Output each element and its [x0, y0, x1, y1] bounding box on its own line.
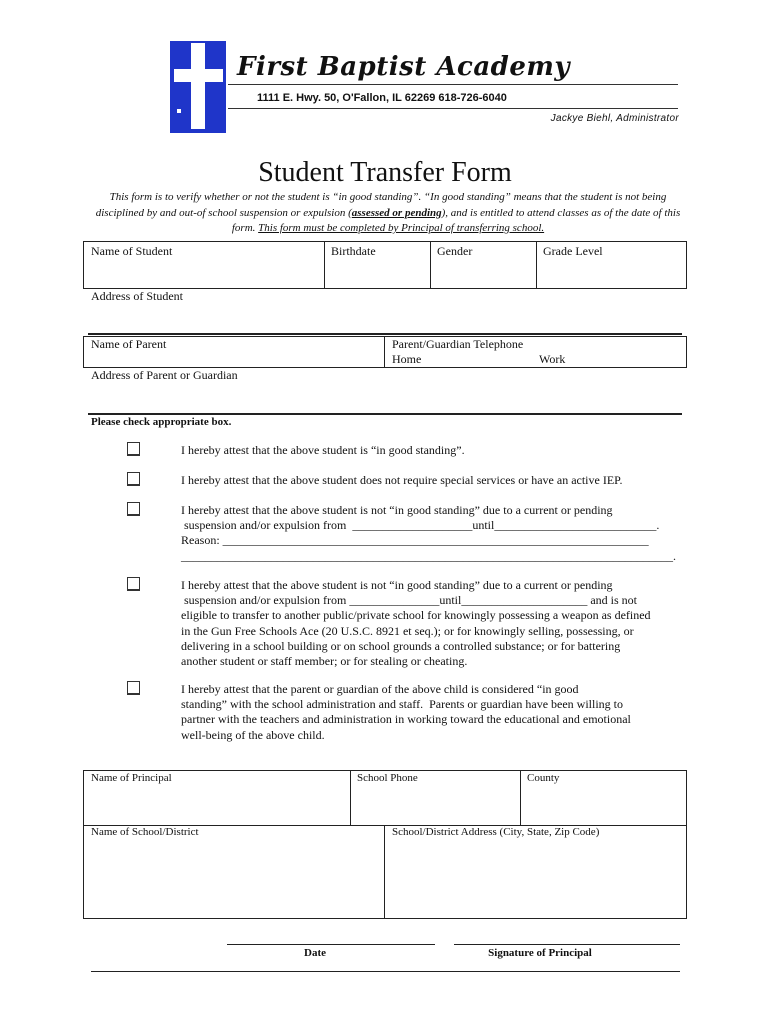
parent-address-line: [88, 413, 682, 415]
parent-address-field[interactable]: Address of Parent or Guardian: [91, 368, 238, 382]
student-address-line: [88, 333, 682, 335]
good-standing-checkbox[interactable]: [127, 442, 140, 456]
school-phone-field[interactable]: School Phone: [357, 772, 418, 784]
intro-text-1: This form is to verify whether or not the student is “in good standing”. “In good standing” means that the student is not being disciplined by and out-of school suspension or expulsion (: [95, 191, 667, 219]
home-phone-field[interactable]: Home: [392, 352, 422, 366]
school-name: First Baptist Academy: [237, 52, 571, 82]
gender-field[interactable]: Gender: [437, 244, 473, 258]
divider: [536, 241, 537, 289]
school-district-field[interactable]: Name of School/District: [91, 826, 199, 838]
form-title: Student Transfer Form: [258, 157, 512, 188]
parent-name-field[interactable]: Name of Parent: [91, 337, 167, 351]
date-label: Date: [304, 947, 326, 959]
header-divider-lower: [228, 108, 678, 109]
school-address-field[interactable]: School/District Address (City, State, Zip Code): [392, 826, 600, 838]
intro-emphasis: assessed or pending: [351, 206, 442, 219]
parent-phone-label: Parent/Guardian Telephone: [392, 337, 524, 351]
student-address-field[interactable]: Address of Student: [91, 289, 183, 303]
checklist-heading: Please check appropriate box.: [91, 416, 232, 428]
parent-info-box: [83, 336, 687, 368]
grade-level-field[interactable]: Grade Level: [543, 244, 603, 258]
parent-good-standing-statement: I hereby attest that the parent or guardian of the above child is considered “in good standing” with the school administration and staff. Parents or guardian have been willing to partner with the teachers and administration in working toward the educational and emotional well-being of the above child.: [181, 682, 631, 742]
divider: [430, 241, 431, 289]
intro-text-2: ), and is entitled to attend classes as of the date of this form.: [231, 206, 681, 234]
footer-line: [91, 971, 680, 972]
divider: [324, 241, 325, 289]
date-line[interactable]: [227, 944, 435, 945]
header-divider: [228, 84, 678, 85]
principal-name-field[interactable]: Name of Principal: [91, 772, 172, 784]
signature-line[interactable]: [454, 944, 680, 945]
divider: [350, 770, 351, 825]
suspension-statement: I hereby attest that the above student is not “in good standing” due to a current or pending suspension and/or expulsion from ____________________until___________________________. Reason: _______________________________________________________________________ __________________________________________________________________________________.: [181, 503, 676, 563]
divider: [384, 825, 385, 919]
no-iep-checkbox[interactable]: [127, 472, 140, 486]
parent-good-standing-checkbox[interactable]: [127, 681, 140, 695]
birthdate-field[interactable]: Birthdate: [331, 244, 376, 258]
divider: [384, 336, 385, 368]
student-name-field[interactable]: Name of Student: [91, 244, 173, 258]
weapon-expulsion-statement: I hereby attest that the above student is not “in good standing” due to a current or pending suspension and/or expulsion from _______________until_____________________ and is not eligible to transfer to another public/private school for knowingly possessing a weapon as defined in the Gun Free Schools Ace (20 U.S.C. 8921 et seq.); or for knowingly selling, possessing, or delivering in a school building or on school grounds a controlled substance; or for battering another student or staff member; or for stealing or cheating.: [181, 578, 651, 669]
administrator-name: Jackye Biehl, Administrator: [550, 113, 679, 124]
divider: [520, 770, 521, 825]
school-address: 1111 E. Hwy. 50, O'Fallon, IL 62269 618-726-6040: [257, 92, 507, 104]
signature-label: Signature of Principal: [488, 947, 592, 959]
cross-logo-icon: [170, 41, 226, 133]
weapon-expulsion-checkbox[interactable]: [127, 577, 140, 591]
county-field[interactable]: County: [527, 772, 560, 784]
intro-requirement: This form must be completed by Principal of transferring school.: [258, 222, 545, 234]
principal-info-box: [83, 770, 687, 919]
good-standing-statement: I hereby attest that the above student is “in good standing”.: [181, 443, 465, 457]
no-iep-statement: I hereby attest that the above student does not require special services or have an active IEP.: [181, 473, 623, 487]
suspension-checkbox[interactable]: [127, 502, 140, 516]
work-phone-field[interactable]: Work: [539, 352, 566, 366]
form-intro: [92, 190, 684, 237]
